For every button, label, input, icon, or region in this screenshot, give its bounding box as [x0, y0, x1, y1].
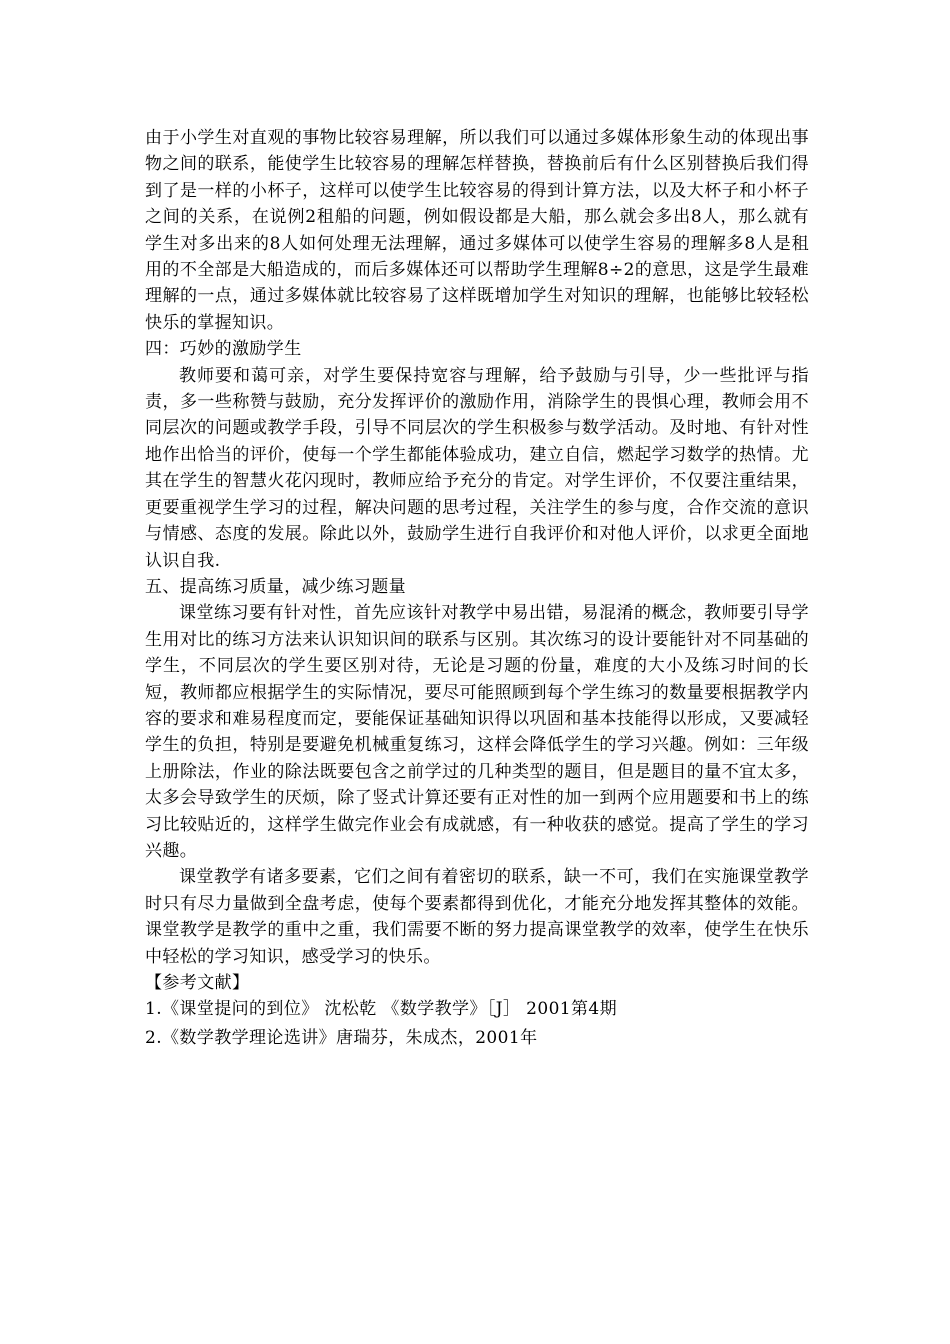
section-four-heading: 四：巧妙的激励学生 [145, 339, 302, 360]
document-page [145, 125, 809, 1051]
reference-item-1: 1.《课堂提问的到位》 沈松乾 《数学教学》［J］ 2001第4期 [145, 999, 618, 1020]
section-four-paragraph: 教师要和蔼可亲，对学生要保持宽容与理解，给予鼓励与引导，少一些批评与指责，多一些称赞与鼓励，充分发挥评价的激励作用，消除学生的畏惧心理，教师会用不同层次的问题或教学手段，引导不同层次的学生积极参与数学活动。及时地、有针对性地作出恰当的评价，使每一个学生都能体验成功，建立自信，燃起学习数学的热情。尤其在学生的智慧火花闪现时，教师应给予充分的肯定。对学生评价，不仅要注重结果，更要重视学生学习的过程，解决问题的思考过程，关注学生的参与度，合作交流的意识与情感、态度的发展。除此以外，鼓励学生进行自我评价和对他人评价，以求更全面地认识自我. [145, 365, 809, 571]
section-five-heading: 五、提高练习质量，减少练习题量 [145, 576, 406, 597]
reference-item-2: 2.《数学教学理论选讲》唐瑞芬，朱成杰，2001年 [145, 1027, 538, 1048]
references-heading: 【参考文献】 [145, 973, 250, 993]
conclusion-paragraph: 课堂教学有诸多要素，它们之间有着密切的联系，缺一不可，我们在实施课堂教学时只有尽力量做到全盘考虑，使每个要素都得到优化，才能充分地发挥其整体的效能。课堂教学是教学的重中之重，我们需要不断的努力提高课堂教学的效率，使学生在快乐中轻松的学习知识，感受学习的快乐。 [145, 867, 809, 967]
section-five-paragraph: 课堂练习要有针对性，首先应该针对教学中易出错，易混淆的概念，教师要引导学生用对比的练习方法来认识知识间的联系与区别。其次练习的设计要能针对不同基础的学生，不同层次的学生要区别对待，无论是习题的份量，难度的大小及练习时间的长短，教师都应根据学生的实际情况，要尽可能照顾到每个学生练习的数量要根据教学内容的要求和难易程度而定，要能保证基础知识得以巩固和基本技能得以形成，又要减轻学生的负担，特别是要避免机械重复练习，这样会降低学生的学习兴趣。例如：三年级上册除法，作业的除法既要包含之前学过的几种类型的题目，但是题目的量不宜太多，太多会导致学生的厌烦，除了竖式计算还要有正对性的加一到两个应用题要和书上的练习比较贴近的，这样学生做完作业会有成就感，有一种收获的感觉。提高了学生的学习兴趣。 [145, 603, 809, 861]
intro-paragraph: 由于小学生对直观的事物比较容易理解，所以我们可以通过多媒体形象生动的体现出事物之间的联系，能使学生比较容易的理解怎样替换，替换前后有什么区别替换后我们得到了是一样的小杯子，这样可以使学生比较容易的得到计算方法，以及大杯子和小杯子之间的关系，在说例2租船的问题，例如假设都是大船，那么就会多出8人，那么就有学生对多出来的8人如何处理无法理解，通过多媒体可以使学生容易的理解多8人是租用的不全部是大船造成的，而后多媒体还可以帮助学生理解8÷2的意思，这是学生最难理解的一点，通过多媒体就比较容易了这样既增加学生对知识的理解，也能够比较轻松快乐的掌握知识。 [145, 128, 809, 333]
